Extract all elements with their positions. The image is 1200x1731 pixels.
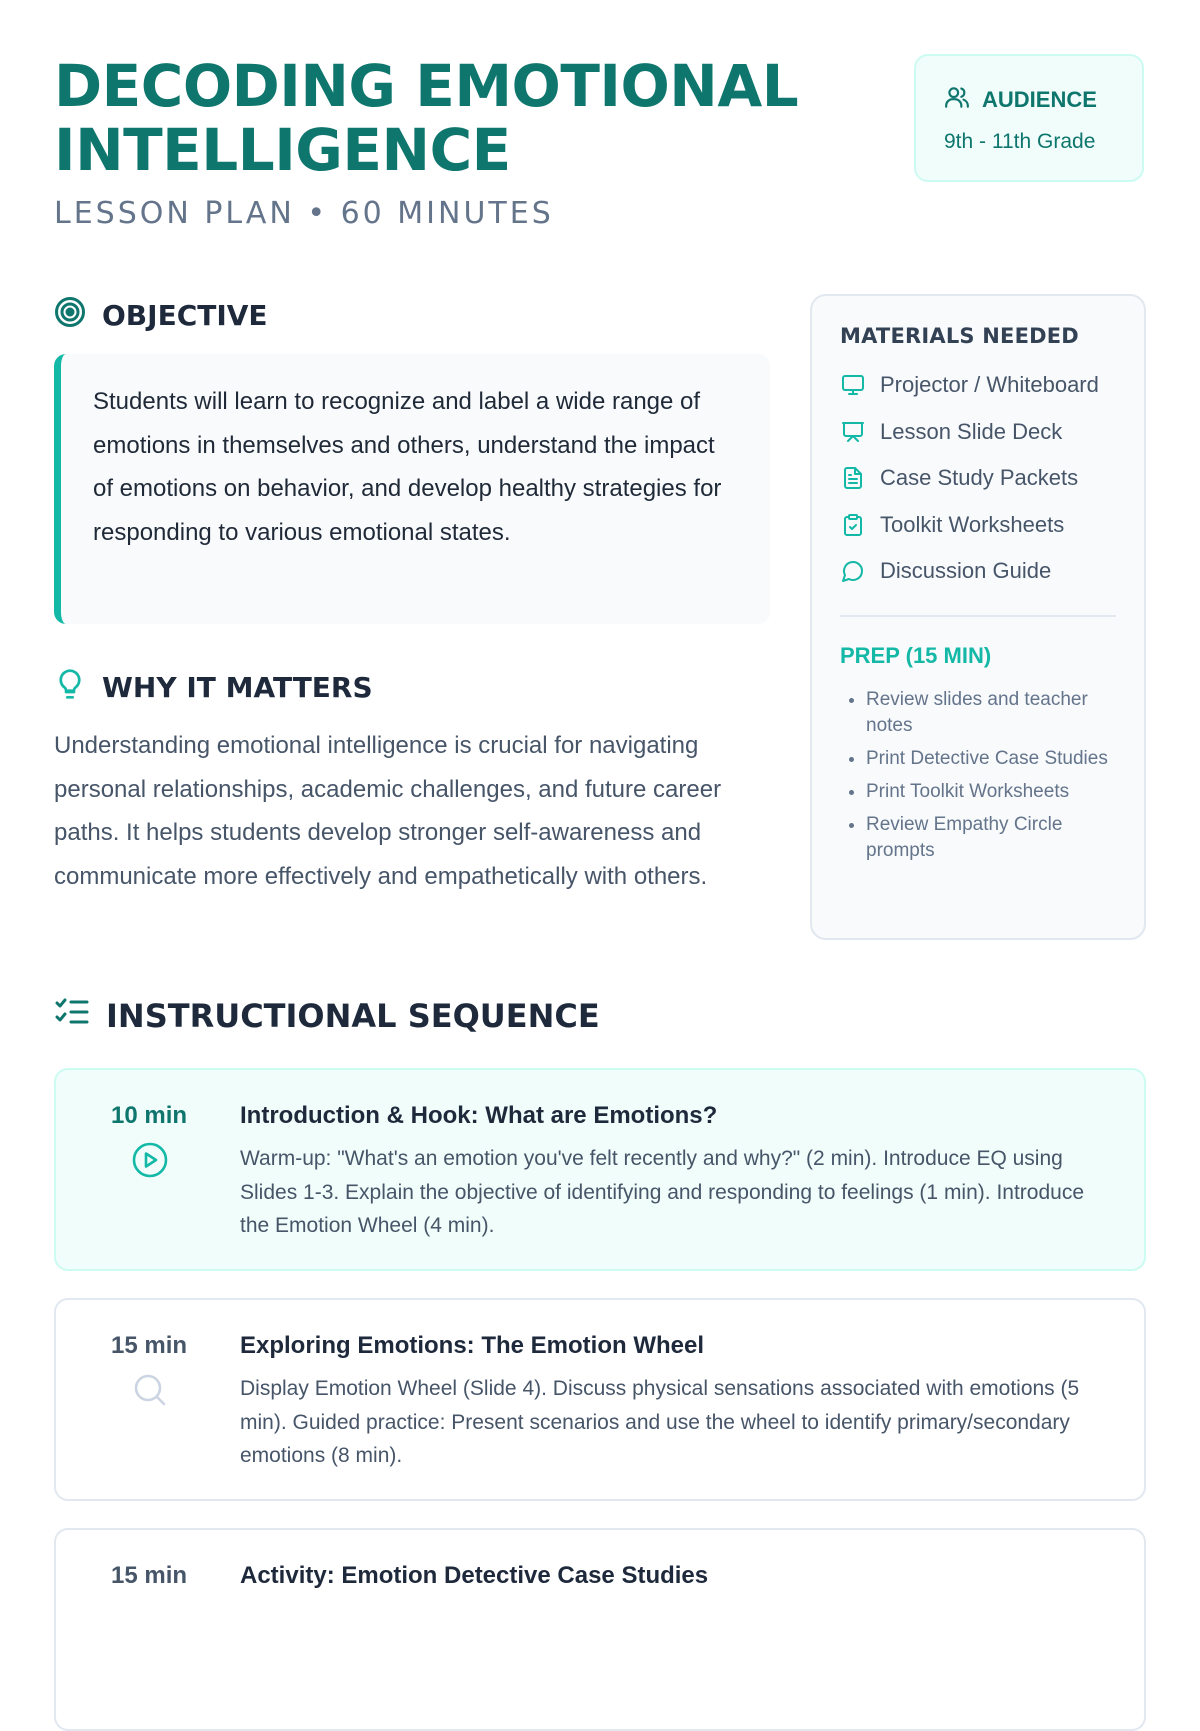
step-duration: 15 min (110, 1332, 188, 1359)
material-label: Discussion Guide (880, 558, 1052, 584)
prep-item: • Print Detective Case Studies (866, 746, 1116, 772)
step-description: Warm-up: "What's an emotion you've felt recently and why?" (2 min). Introduce EQ using Slides 1-3. Explain the objective of identifying and responding to feelings (1 min). Introduce the Emotion Wheel (4 min). (240, 1147, 1084, 1237)
audience-card (914, 54, 1144, 182)
audience-label: AUDIENCE (982, 87, 1097, 112)
material-item (840, 502, 1116, 549)
sequence-heading (54, 996, 600, 1036)
materials-list (840, 362, 1116, 595)
lesson-plan-page (54, 0, 1146, 1600)
materials-panel (810, 294, 1146, 940)
material-item (840, 409, 1116, 456)
target-icon (54, 296, 86, 335)
list-checks-icon (54, 996, 90, 1036)
step-duration: 15 min (110, 1562, 188, 1589)
sequence-heading-text: INSTRUCTIONAL SEQUENCE (106, 997, 600, 1035)
material-label: Projector / Whiteboard (880, 372, 1099, 398)
why-heading (54, 668, 373, 707)
materials-title: MATERIALS NEEDED (840, 324, 1079, 348)
objective-text: Students will learn to recognize and label a wide range of emotions in themselves and others, understand the impact of emotions on behavior, and develop healthy strategies for responding to various emotional states. (93, 388, 722, 546)
objective-heading-text: OBJECTIVE (102, 299, 268, 332)
play-circle-icon (132, 1142, 168, 1178)
sequence-step (54, 1528, 1146, 1731)
document-icon (840, 465, 866, 491)
why-text: Understanding emotional intelligence is crucial for navigating personal relationships, academic challenges, and future career paths. It helps students develop stronger self-awareness and communicate more effectively and empathetically with others. (54, 732, 722, 890)
material-label: Case Study Packets (880, 465, 1079, 491)
presentation-icon (840, 419, 866, 445)
sequence-step (54, 1068, 1146, 1271)
step-title: Exploring Emotions: The Emotion Wheel (240, 1332, 705, 1359)
materials-divider (840, 615, 1116, 617)
step-title: Activity: Emotion Detective Case Studies (240, 1562, 709, 1589)
material-label: Toolkit Worksheets (880, 511, 1065, 537)
prep-item: • Review slides and teacher notes (866, 687, 1116, 739)
prep-item: • Review Empathy Circle prompts (866, 812, 1116, 864)
monitor-icon (840, 372, 866, 398)
page-subtitle: LESSON PLAN • 60 MINUTES (54, 196, 554, 231)
page-title: DECODING EMOTIONAL INTELLIGENCE (54, 52, 799, 184)
step-duration: 10 min (110, 1102, 188, 1129)
audience-value: 9th - 11th Grade (944, 130, 1096, 153)
users-icon (944, 84, 970, 116)
objective-heading (54, 296, 268, 335)
lightbulb-icon (54, 668, 86, 707)
why-heading-text: WHY IT MATTERS (102, 671, 373, 704)
material-item (840, 362, 1116, 409)
prep-list (840, 687, 1116, 864)
material-item (840, 548, 1116, 595)
material-item (840, 455, 1116, 502)
prep-item: • Print Toolkit Worksheets (866, 779, 1116, 805)
step-title: Introduction & Hook: What are Emotions? (240, 1102, 718, 1129)
clipboard-check-icon (840, 512, 866, 538)
step-description: Display Emotion Wheel (Slide 4). Discuss physical sensations associated with emotions (5 min). Guided practice: Present scenarios and use the wheel to identify primary/secondary emotions (8 min). (240, 1377, 1080, 1467)
objective-callout (54, 354, 770, 624)
search-icon (132, 1372, 168, 1408)
sequence-step (54, 1298, 1146, 1501)
prep-title: PREP (15 MIN) (840, 642, 992, 668)
material-label: Lesson Slide Deck (880, 418, 1063, 444)
chat-bubble-icon (840, 558, 866, 584)
